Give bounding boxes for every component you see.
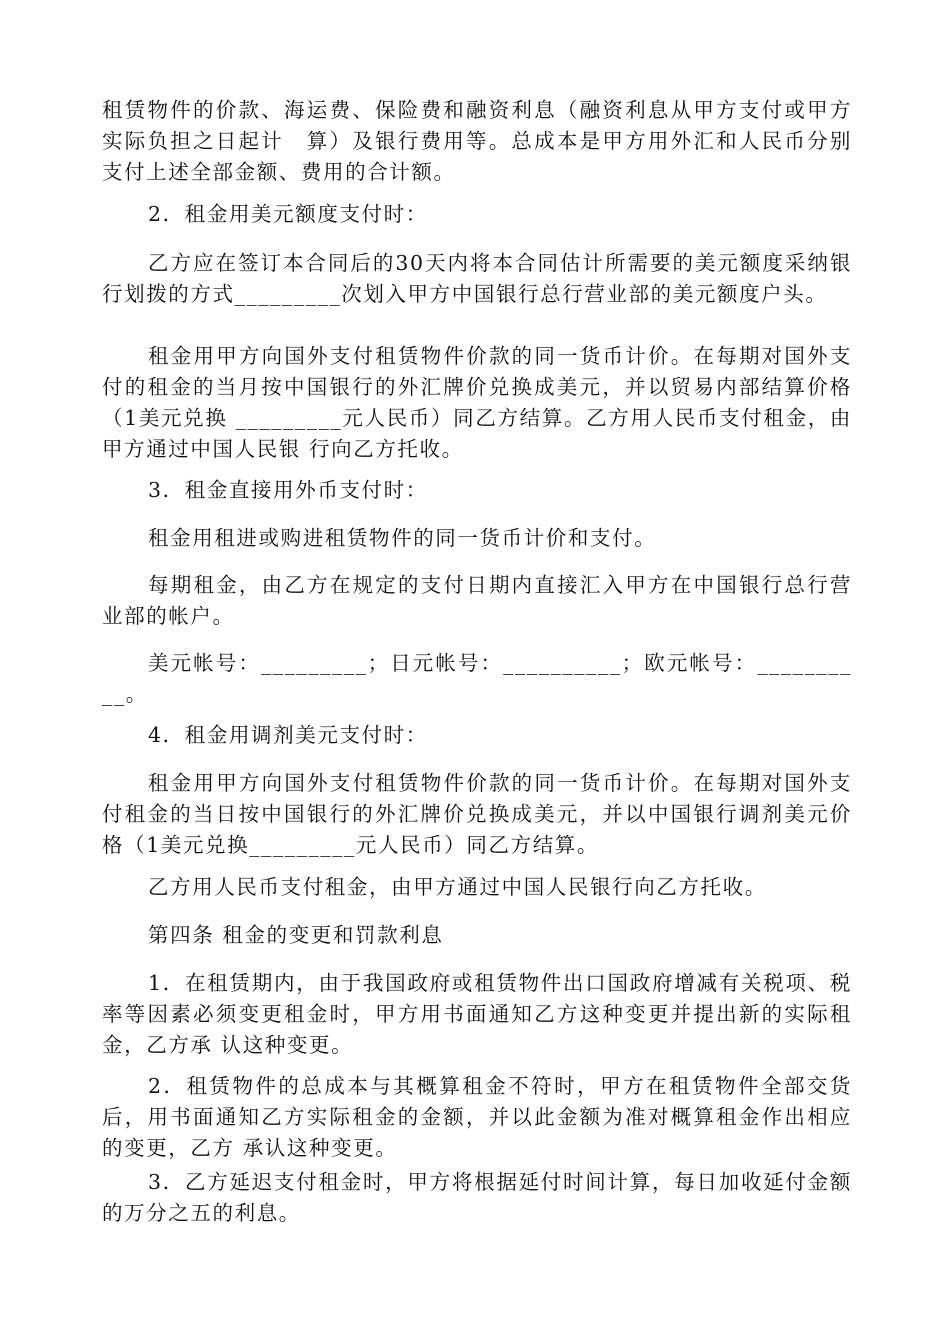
paragraph-late-interest: 3．乙方延迟支付租金时，甲方将根据延付时间计算，每日加收延付金额的万分之五的利息。: [102, 1170, 852, 1225]
article-four-title: 第四条 租金的变更和罚款利息: [148, 923, 444, 947]
paragraph-cost-adjustment: 2．租赁物件的总成本与其概算租金不符时，甲方在租赁物件全部交货后，用书面通知乙方实际租金的金额，并以此金额为准对概算租金作出相应的变更，乙方 承认这种变更。: [102, 1074, 852, 1160]
paragraph-account-numbers: 美元帐号：_________；日元帐号：__________；欧元帐号：__________。: [102, 651, 852, 706]
paragraph-usd-quota-transfer: 乙方应在签订本合同后的30天内将本合同估计所需要的美元额度采纳银行划拨的方式_________次划入甲方中国银行总行营业部的美元额度户头。: [102, 251, 852, 306]
paragraph-usd-quota-settlement: 租金用甲方向国外支付租赁物件价款的同一货币计价。在每期对国外支付的租金的当月按中国银行的外汇牌价兑换成美元，并以贸易内部结算价格（1美元兑换 _________元人民币）同乙方结算。乙方用人民币支付租金，由甲方通过中国人民银 行向乙方托收。: [102, 344, 852, 461]
heading-adjusted-usd-payment: 4．租金用调剂美元支付时：: [148, 723, 428, 747]
paragraph-remit-to-account: 每期租金，由乙方在规定的支付日期内直接汇入甲方在中国银行总行营业部的帐户。: [102, 573, 852, 628]
paragraph-tax-change: 1．在租赁期内，由于我国政府或租赁物件出口国政府增减有关税项、税率等因素必须变更租金时，甲方用书面通知乙方这种变更并提出新的实际租金，乙方承 认这种变更。: [102, 971, 852, 1057]
paragraph-foreign-currency-pricing: 租金用租进或购进租赁物件的同一货币计价和支付。: [148, 526, 657, 550]
heading-usd-quota-payment: 2．租金用美元额度支付时：: [148, 202, 428, 226]
paragraph-rmb-collection: 乙方用人民币支付租金，由甲方通过中国人民银行向乙方托收。: [148, 875, 767, 899]
heading-foreign-currency-payment: 3．租金直接用外币支付时：: [148, 478, 428, 502]
paragraph-total-cost: 租赁物件的价款、海运费、保险费和融资利息（融资利息从甲方支付或甲方实际负担之日起计 算）及银行费用等。总成本是甲方用外汇和人民币分别支付上述全部金额、费用的合计额。: [102, 98, 852, 184]
paragraph-adjusted-usd-settlement: 租金用甲方向国外支付租赁物件价款的同一货币计价。在每期对国外支付租金的当日按中国银行的外汇牌价兑换成美元，并以中国银行调剂美元价格（1美元兑换_________元人民币）同乙方结算。: [102, 771, 852, 857]
